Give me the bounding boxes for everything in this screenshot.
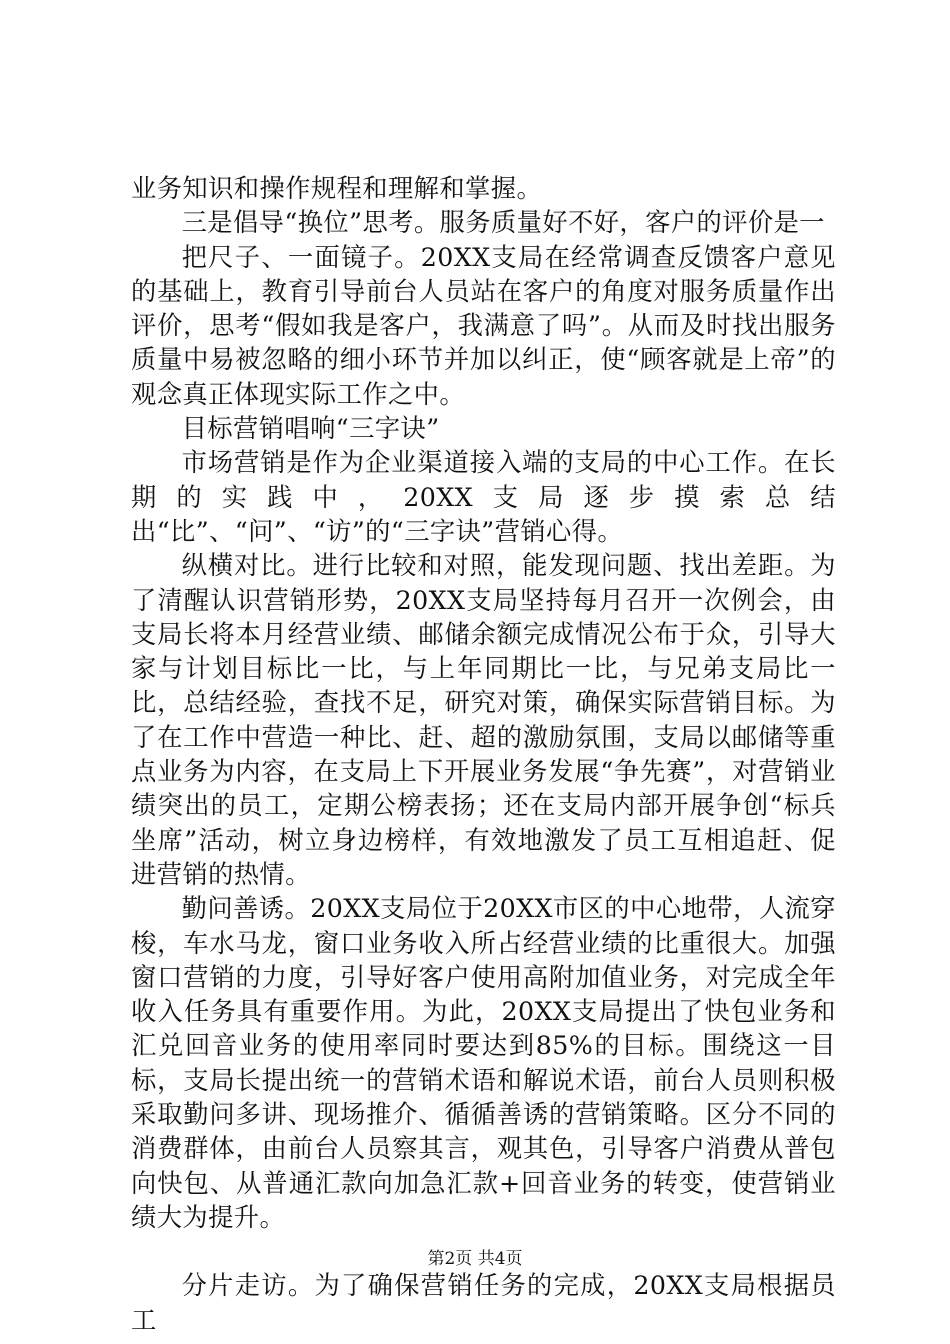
paragraph-marketing-intro: 市场营销是作为企业渠道接入端的支局的中心工作。在长期的实践中，20XX支局逐步摸索总结出“比”、“问”、“访”的“三字诀”营销心得。 xyxy=(131,448,836,546)
paragraph-continuation: 业务知识和操作规程和理解和掌握。 xyxy=(131,174,543,203)
paragraph-point-three-continued: 把尺子、一面镜子。20XX支局在经常调查反馈客户意见的基础上，教育引导前台人员站在客户的角度对服务质量作出评价，思考“假如我是客户，我满意了吗”。从而及时找出服务质量中易被忽略的细小环节并加以纠正，使“顾客就是上帝”的观念真正体现实际工作之中。 xyxy=(131,242,836,409)
paragraph-inquiry: 勤问善诱。20XX支局位于20XX市区的中心地带，人流穿梭，车水马龙，窗口业务收入所占经营业绩的比重很大。加强窗口营销的力度，引导好客户使用高附加值业务，对完成全年收入任务具有重要作用。为此，20XX支局提出了快包业务和汇兑回音业务的使用率同时要达到85%的目标。围绕这一目标，支局长提出统一的营销术语和解说术语，前台人员则积极采取勤问多讲、现场推介、循循善诱的营销策略。区分不同的消费群体，由前台人员察其言，观其色，引导客户消费从普包向快包、从普通汇款向加急汇款+回音业务的转变，使营销业绩大为提升。 xyxy=(131,894,836,1232)
document-body xyxy=(131,172,836,1338)
paragraph-point-three: 三是倡导“换位”思考。服务质量好不好，客户的评价是一 xyxy=(181,208,825,238)
page-footer: 第2页 共4页 xyxy=(427,1249,523,1269)
paragraph-comparison: 纵横对比。进行比较和对照，能发现问题、找出差距。为了清醒认识营销形势，20XX支局坚持每月召开一次例会，由支局长将本月经营业绩、邮储余额完成情况公布于众，引导大家与计划目标比一比，与上年同期比一比，与兄弟支局比一比，总结经验，查找不足，研究对策，确保实际营销目标。为了在工作中营造一种比、赶、超的激励氛围，支局以邮储等重点业务为内容，在支局上下开展业务发展“争先赛”，对营销业绩突出的员工，定期公榜表扬；还在支局内部开展争创“标兵坐席”活动，树立身边榜样，有效地激发了员工互相追赶、促进营销的热情。 xyxy=(131,551,836,889)
section-heading: 目标营销唱响“三字诀” xyxy=(181,414,440,444)
paragraph-visits: 分片走访。为了确保营销任务的完成，20XX支局根据员工 xyxy=(131,1271,836,1335)
